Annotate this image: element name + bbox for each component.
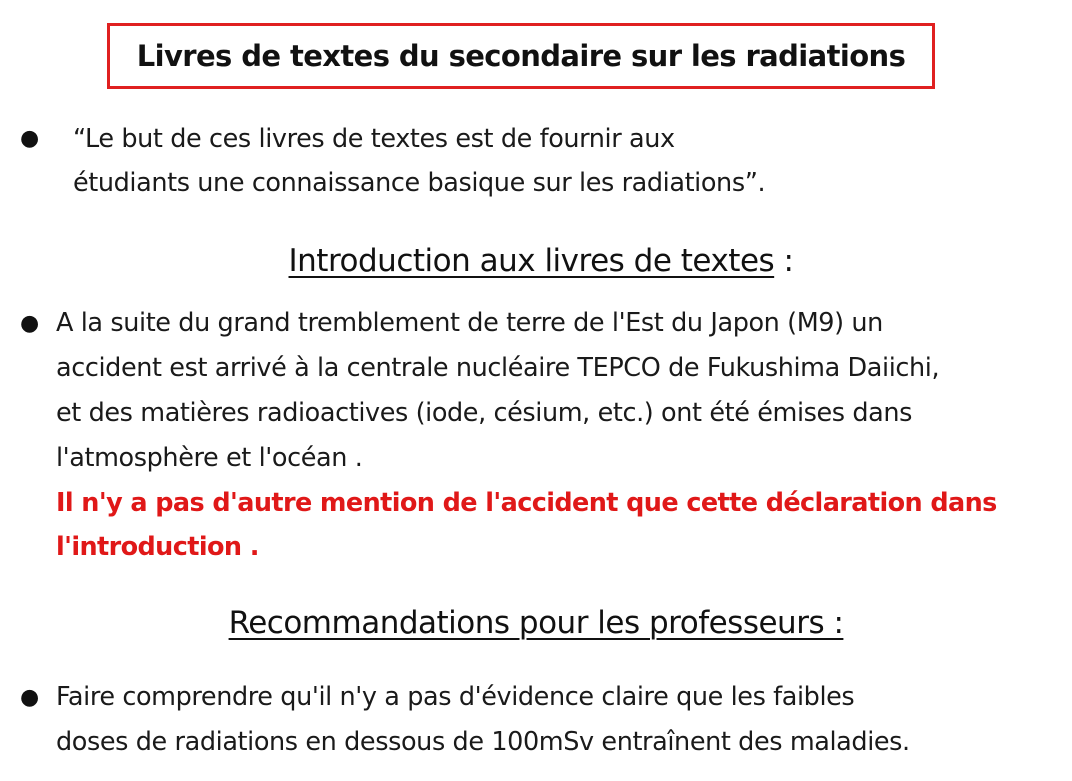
intro-highlight-line: l'introduction .: [56, 532, 259, 562]
quote-line: étudiants une connaissance basique sur les radiations”.: [73, 168, 766, 198]
intro-line: et des matières radioactives (iode, césium, etc.) ont été émises dans: [56, 398, 913, 428]
page-title: Livres de textes du secondaire sur les radiations: [136, 39, 906, 73]
recommendations-heading-text: Recommandations pour les professeurs :: [228, 605, 844, 641]
recommendations-heading: [0, 605, 1072, 641]
bullet-quote: ●: [20, 126, 40, 151]
recommendations-line: Faire comprendre qu'il n'y a pas d'évidence claire que les faibles: [56, 682, 855, 712]
intro-heading-suffix: :: [774, 243, 794, 279]
intro-paragraph: [56, 301, 997, 569]
title-box: [107, 23, 935, 89]
intro-heading-text: Introduction aux livres de textes: [288, 243, 775, 279]
intro-highlight-line: Il n'y a pas d'autre mention de l'accident que cette déclaration dans: [56, 488, 997, 518]
quote-line: “Le but de ces livres de textes est de fournir aux: [73, 124, 675, 154]
intro-line: A la suite du grand tremblement de terre de l'Est du Japon (M9) un: [56, 308, 883, 338]
intro-line: l'atmosphère et l'océan .: [56, 443, 363, 473]
recommendations-paragraph: [56, 675, 910, 765]
recommendations-line: doses de radiations en dessous de 100mSv entraînent des maladies.: [56, 727, 910, 757]
intro-line: accident est arrivé à la centrale nucléaire TEPCO de Fukushima Daiichi,: [56, 353, 940, 383]
quote-paragraph: [73, 117, 765, 205]
bullet-recommendations: ●: [20, 685, 40, 710]
bullet-intro: ●: [20, 311, 40, 336]
intro-heading: [0, 243, 1072, 279]
